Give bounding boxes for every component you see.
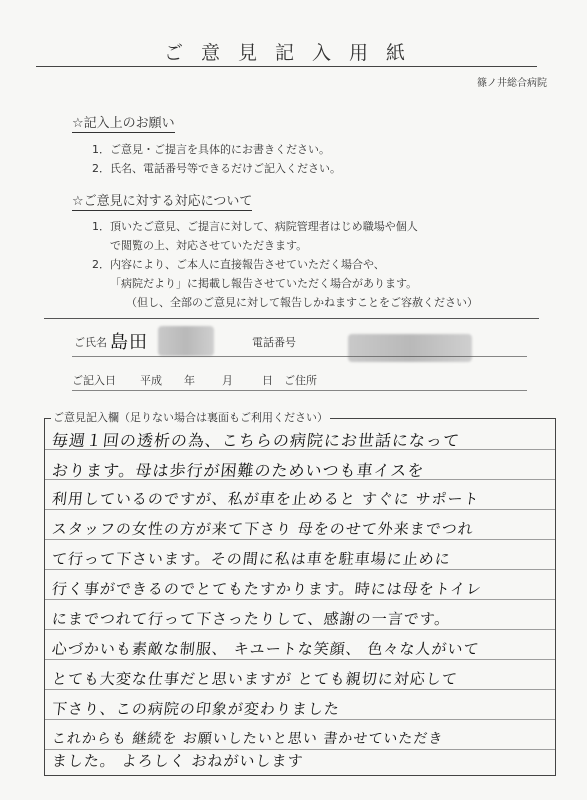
ruled-line	[45, 659, 555, 660]
section-divider	[44, 318, 539, 319]
response-item-1: 1．頂いたご意見、ご提言に対して、病院管理者はじめ職場や個人	[92, 220, 418, 233]
month-label: 月	[222, 374, 233, 387]
response-note: （但し、全部のご意見に対して報告しかねますことをご容赦ください）	[126, 296, 478, 309]
requests-heading: ☆記入上のお願い	[72, 112, 175, 133]
ruled-line	[45, 509, 555, 510]
request-item-2: 2．氏名、電話番号等できるだけご記入ください。	[92, 162, 341, 175]
date-label: ご記入日	[72, 374, 116, 387]
request-item-1: 1．ご意見・ご提言を具体的にお書きください。	[92, 143, 330, 156]
ruled-line	[45, 569, 555, 570]
ruled-line	[45, 689, 555, 690]
handwritten-line-1: 毎週１回の透析の為、こちらの病院にお世話になって	[50, 431, 461, 450]
handwritten-line-11: これからも 継続を お願いしたいと思い 書かせていただき	[51, 731, 445, 747]
ruled-line	[45, 719, 555, 720]
address-label: ご住所	[284, 374, 317, 387]
redacted-name	[158, 326, 214, 356]
ruled-line	[45, 629, 555, 630]
handwritten-line-5: て行って下さいます。その間に私は車を駐車場に止めに	[51, 550, 452, 568]
title-underline	[36, 66, 537, 67]
handwritten-line-9: とても大変な仕事だと思いますが とても親切に対応して	[51, 670, 459, 688]
year-label: 年	[184, 374, 195, 387]
handwritten-line-2: おります。母は歩行が困難のためいつも車イスを	[50, 461, 426, 480]
opinion-box-title: ご意見記入欄（足りない場合は裏面もご利用ください）	[53, 411, 328, 424]
response-item-1-cont: で閲覧の上、対応させていただきます。	[110, 239, 308, 252]
handwritten-line-12: ました。 よろしく おねがいします	[51, 752, 305, 770]
response-item-2: 2．内容により、ご本人に直接報告させていただく場合や、	[92, 258, 385, 271]
handwritten-line-8: 心づかいも素敵な制服、 キユートな笑顔、 色々な人がいて	[51, 640, 481, 658]
redacted-phone	[348, 334, 472, 362]
day-label: 日	[262, 374, 273, 387]
handwritten-line-3: 利用しているのですが、私が車を止めると すぐに サポート	[51, 490, 481, 508]
handwritten-line-10: 下さり、この病院の印象が変わりました	[51, 700, 341, 718]
handwritten-line-4: スタッフの女性の方が来て下さり 母をのせて外来までつれ	[51, 520, 475, 538]
ruled-line	[45, 539, 555, 540]
ruled-line	[45, 599, 555, 600]
era-label: 平成	[140, 374, 162, 387]
response-heading: ☆ご意見に対する対応について	[72, 190, 252, 211]
name-underline	[72, 356, 527, 357]
handwritten-line-6: 行く事ができるのでとてもたすかります。時には母をトイレ	[51, 580, 483, 598]
hospital-name: 篠ノ井総合病院	[477, 78, 547, 89]
form-title: ご意見記入用紙	[163, 42, 423, 64]
date-underline	[72, 390, 527, 391]
response-item-2-cont: 「病院だより」に掲載し報告させていただく場合があります。	[110, 277, 418, 290]
phone-label: 電話番号	[252, 336, 296, 349]
handwritten-line-7: にまでつれて行って下さったりして、感謝の一言です。	[51, 610, 452, 628]
name-value: 島田	[110, 332, 148, 353]
name-label: ご氏名	[74, 336, 107, 349]
